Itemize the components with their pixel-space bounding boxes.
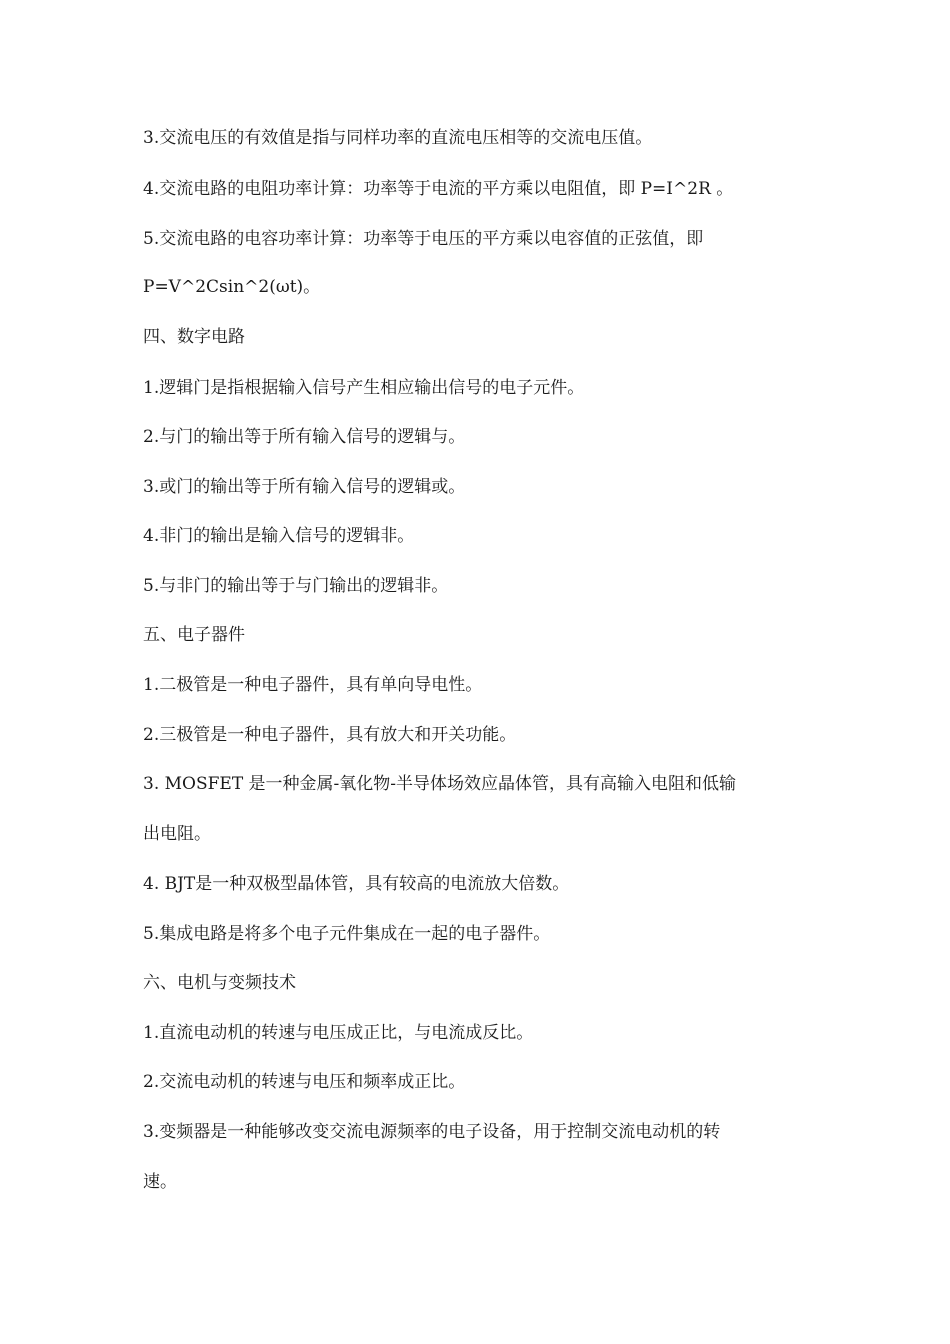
text-line: 出电阻。: [143, 824, 211, 844]
text-line: 4. BJT是一种双极型晶体管，具有较高的电流放大倍数。: [143, 874, 570, 894]
section-heading: 四、数字电路: [143, 327, 245, 347]
text-line: 速。: [143, 1172, 177, 1192]
text-line: 4.交流电路的电阻功率计算：功率等于电流的平方乘以电阻值，即 P=I^2R 。: [143, 179, 734, 199]
text-line: 5.集成电路是将多个电子元件集成在一起的电子器件。: [143, 924, 551, 944]
text-line: 1.直流电动机的转速与电压成正比，与电流成反比。: [143, 1023, 534, 1043]
text-line: 2.交流电动机的转速与电压和频率成正比。: [143, 1072, 466, 1092]
text-line: 3.或门的输出等于所有输入信号的逻辑或。: [143, 477, 466, 497]
text-line: 5.与非门的输出等于与门输出的逻辑非。: [143, 576, 449, 596]
section-heading: 五、电子器件: [143, 625, 245, 645]
text-line: 4.非门的输出是输入信号的逻辑非。: [143, 526, 415, 546]
text-line: 2.与门的输出等于所有输入信号的逻辑与。: [143, 427, 466, 447]
text-line: 3.变频器是一种能够改变交流电源频率的电子设备，用于控制交流电动机的转: [143, 1122, 721, 1142]
text-line: P=V^2Csin^2(ωt)。: [143, 277, 321, 297]
text-line: 2.三极管是一种电子器件，具有放大和开关功能。: [143, 725, 517, 745]
section-heading: 六、电机与变频技术: [143, 973, 296, 993]
text-line: 5.交流电路的电容功率计算：功率等于电压的平方乘以电容值的正弦值，即: [143, 229, 704, 249]
text-line: 1.逻辑门是指根据输入信号产生相应输出信号的电子元件。: [143, 378, 585, 398]
text-line: 3.交流电压的有效值是指与同样功率的直流电压相等的交流电压值。: [143, 128, 653, 148]
text-line: 3. MOSFET 是一种金属-氧化物-半导体场效应晶体管，具有高输入电阻和低输: [143, 774, 737, 794]
text-line: 1.二极管是一种电子器件，具有单向导电性。: [143, 675, 483, 695]
